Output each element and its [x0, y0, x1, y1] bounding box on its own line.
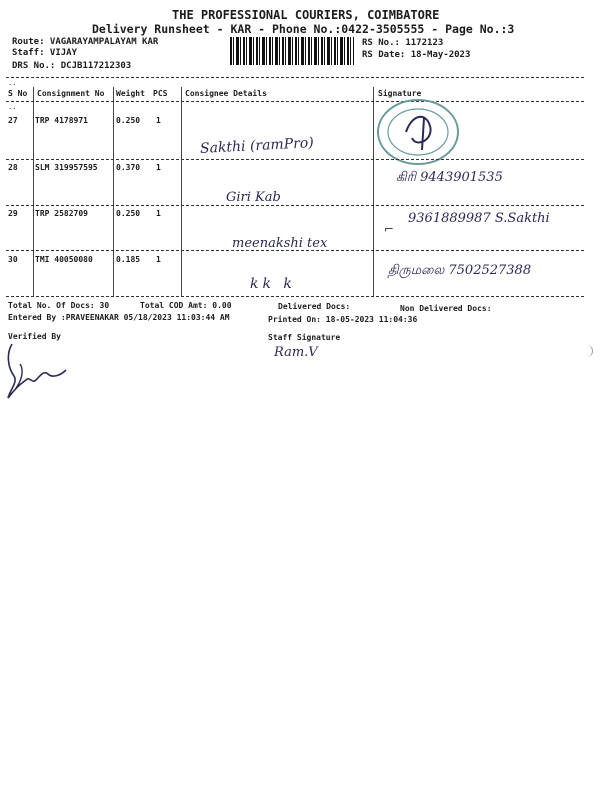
signature-handwriting: 9361889987 S.Sakthi: [408, 211, 550, 226]
row-divider: [6, 250, 584, 251]
dot-marks-2: ..: [8, 103, 17, 111]
table-row-sno: 30: [8, 255, 18, 264]
signature-handwriting: திருமலை 7502527388: [388, 263, 532, 278]
col-header-consignment: Consignment No: [37, 89, 105, 98]
table-row-pcs: 1: [156, 255, 161, 264]
verifier-signature: [4, 340, 74, 410]
table-row-sno: 28: [8, 163, 18, 172]
rs-number: RS No.: 1172123: [362, 38, 444, 48]
edge-mark: [584, 345, 593, 357]
row-divider: [6, 205, 584, 206]
table-row-consignment: SLM 319957595: [35, 163, 98, 172]
col-header-weight: Weight: [116, 89, 145, 98]
col-header-pcs: PCS: [153, 89, 168, 98]
delivery-stamp: [376, 98, 462, 168]
total-docs: Total No. Of Docs: 30: [8, 301, 110, 310]
col-divider-2: [113, 87, 114, 296]
staff-label: Staff: VIJAY: [12, 48, 78, 58]
col-header-signature: Signature: [378, 89, 422, 98]
company-title: THE PROFESSIONAL COURIERS, COIMBATORE: [172, 8, 440, 22]
consignee-handwriting: Giri Kab: [226, 190, 281, 205]
table-bottom-rule: [6, 296, 584, 297]
entered-by: Entered By :PRAVEENAKAR 05/18/2023 11:03:44 AM: [8, 313, 230, 322]
table-row-weight: 0.370: [116, 163, 141, 172]
table-row-weight: 0.185: [116, 255, 141, 264]
route-label: Route: VAGARAYAMPALAYAM KAR: [12, 37, 159, 47]
barcode: [230, 37, 354, 65]
col-divider-3: [181, 87, 182, 296]
table-row-weight: 0.250: [116, 209, 141, 218]
consignee-handwriting: Sakthi (ramPro): [199, 135, 315, 157]
drs-number: DRS No.: DCJB117212303: [12, 61, 132, 71]
staff-signature-label: Staff Signature: [268, 333, 341, 342]
consignee-handwriting: meenakshi tex: [232, 236, 328, 251]
table-row-sno: 29: [8, 209, 18, 218]
col-divider-4: [373, 87, 374, 296]
table-row-consignment: TRP 4178971: [35, 116, 88, 125]
delivered-docs: Delivered Docs:: [278, 302, 351, 311]
table-row-pcs: 1: [156, 116, 161, 125]
staff-signature-handwriting: Ram.V: [274, 345, 318, 360]
consignee-handwriting: kk k: [250, 276, 296, 292]
table-top-rule: [6, 77, 584, 78]
table-row-consignment: TRP 2582709: [35, 209, 88, 218]
col-header-consignee: Consignee Details: [185, 89, 267, 98]
row-divider: [6, 159, 584, 160]
header-bottom-rule: [6, 101, 584, 102]
rs-date: RS Date: 18-May-2023: [362, 50, 471, 60]
table-row-consignment: TMI 40050080: [35, 255, 93, 264]
signature-handwriting: கிரி 9443901535: [396, 170, 503, 185]
table-row-sno: 27: [8, 116, 18, 125]
runsheet-title: Delivery Runsheet - KAR - Phone No.:0422-3505555 - Page No.:3: [92, 22, 515, 36]
non-delivered-docs: Non Delivered Docs:: [400, 304, 492, 313]
arrow-mark: ⌐: [384, 222, 395, 236]
verified-by-label: Verified By: [8, 332, 61, 341]
col-divider-1: [33, 87, 34, 296]
col-header-sno: S No: [8, 89, 28, 98]
dot-marks: ..: [8, 79, 17, 87]
table-row-pcs: 1: [156, 209, 161, 218]
table-row-pcs: 1: [156, 163, 161, 172]
printed-on: Printed On: 18-05-2023 11:04:36: [268, 315, 418, 324]
table-row-weight: 0.250: [116, 116, 141, 125]
total-cod: Total COD Amt: 0.00: [140, 301, 232, 310]
